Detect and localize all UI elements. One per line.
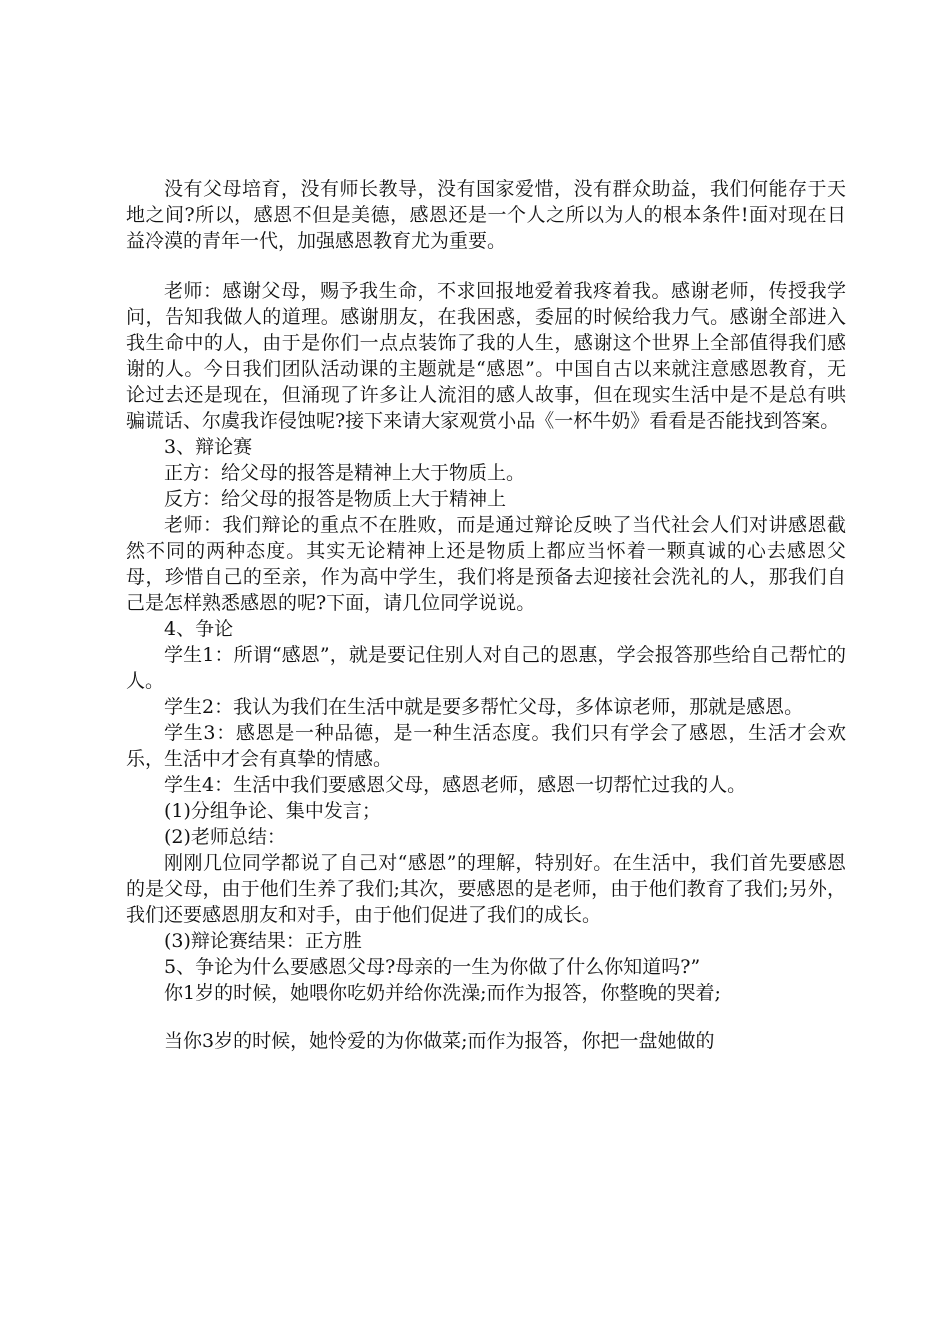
paragraph-spacer bbox=[126, 254, 846, 278]
section-heading-debate: 3、辩论赛 bbox=[164, 436, 253, 458]
paragraph-teacher-summary-label: (2)老师总结： bbox=[164, 826, 286, 848]
section-heading-discussion: 4、争论 bbox=[164, 618, 234, 640]
paragraph-group-discussion: (1)分组争论、集中发言； bbox=[164, 800, 381, 822]
section-heading-why-grateful: 5、争论为什么要感恩父母?母亲的一生为你做了什么你知道吗?” bbox=[164, 956, 701, 978]
paragraph-teacher-debate: 老师：我们辩论的重点不在胜败，而是通过辩论反映了当代社会人们对讲感恩截然不同的两种态度。其实无论精神上还是物质上都应当怀着一颗真诚的心去感恩父母，珍惜自己的至亲，作为高中学生，我们将是预备去迎接社会洗礼的人，那我们自己是怎样熟悉感恩的呢?下面，请几位同学说说。 bbox=[126, 514, 846, 614]
paragraph-teacher-thanks: 老师：感谢父母，赐予我生命，不求回报地爱着我疼着我。感谢老师，传授我学问，告知我做人的道理。感谢朋友，在我困惑，委屈的时候给我力气。感谢全部进入我生命中的人，由于是你们一点点装饰了我的人生，感谢这个世界上全部值得我们感谢的人。今日我们团队活动课的主题就是“感恩”。中国自古以来就注意感恩教育，无论过去还是现在，但涌现了许多让人流泪的感人故事，但在现实生活中是不是总有哄骗谎话、尔虞我诈侵蚀呢?接下来请大家观赏小品《一杯牛奶》看看是否能找到答案。 bbox=[126, 280, 846, 432]
paragraph-debate-result: (3)辩论赛结果：正方胜 bbox=[164, 930, 362, 952]
paragraph-student-3: 学生3：感恩是一种品德，是一种生活态度。我们只有学会了感恩，生活才会欢乐，生活中才会有真挚的情感。 bbox=[126, 722, 846, 770]
document-body bbox=[126, 176, 846, 1054]
paragraph-spacer bbox=[126, 1006, 846, 1028]
paragraph-negative: 反方：给父母的报答是物质上大于精神上 bbox=[164, 488, 507, 510]
paragraph-age-1: 你1岁的时候，她喂你吃奶并给你洗澡;而作为报答，你整晚的哭着; bbox=[164, 982, 721, 1004]
paragraph-student-2: 学生2：我认为我们在生活中就是要多帮忙父母，多体谅老师，那就是感恩。 bbox=[164, 696, 804, 718]
paragraph-teacher-summary: 刚刚几位同学都说了自己对“感恩”的理解，特别好。在生活中，我们首先要感恩的是父母，由于他们生养了我们;其次，要感恩的是老师，由于他们教育了我们;另外，我们还要感恩朋友和对手，由于他们促进了我们的成长。 bbox=[126, 852, 846, 926]
paragraph-affirmative: 正方：给父母的报答是精神上大于物质上。 bbox=[164, 462, 526, 484]
paragraph-student-4: 学生4：生活中我们要感恩父母，感恩老师，感恩一切帮忙过我的人。 bbox=[164, 774, 747, 796]
paragraph-age-3: 当你3岁的时候，她怜爱的为你做菜;而作为报答，你把一盘她做的 bbox=[164, 1030, 715, 1052]
paragraph-gratitude-intro: 没有父母培育，没有师长教导，没有国家爱惜，没有群众助益，我们何能存于天地之间?所以，感恩不但是美德，感恩还是一个人之所以为人的根本条件!面对现在日益冷漠的青年一代，加强感恩教育尤为重要。 bbox=[126, 178, 846, 252]
paragraph-student-1: 学生1：所谓“感恩”，就是要记住别人对自己的恩惠，学会报答那些给自己帮忙的人。 bbox=[126, 644, 846, 692]
